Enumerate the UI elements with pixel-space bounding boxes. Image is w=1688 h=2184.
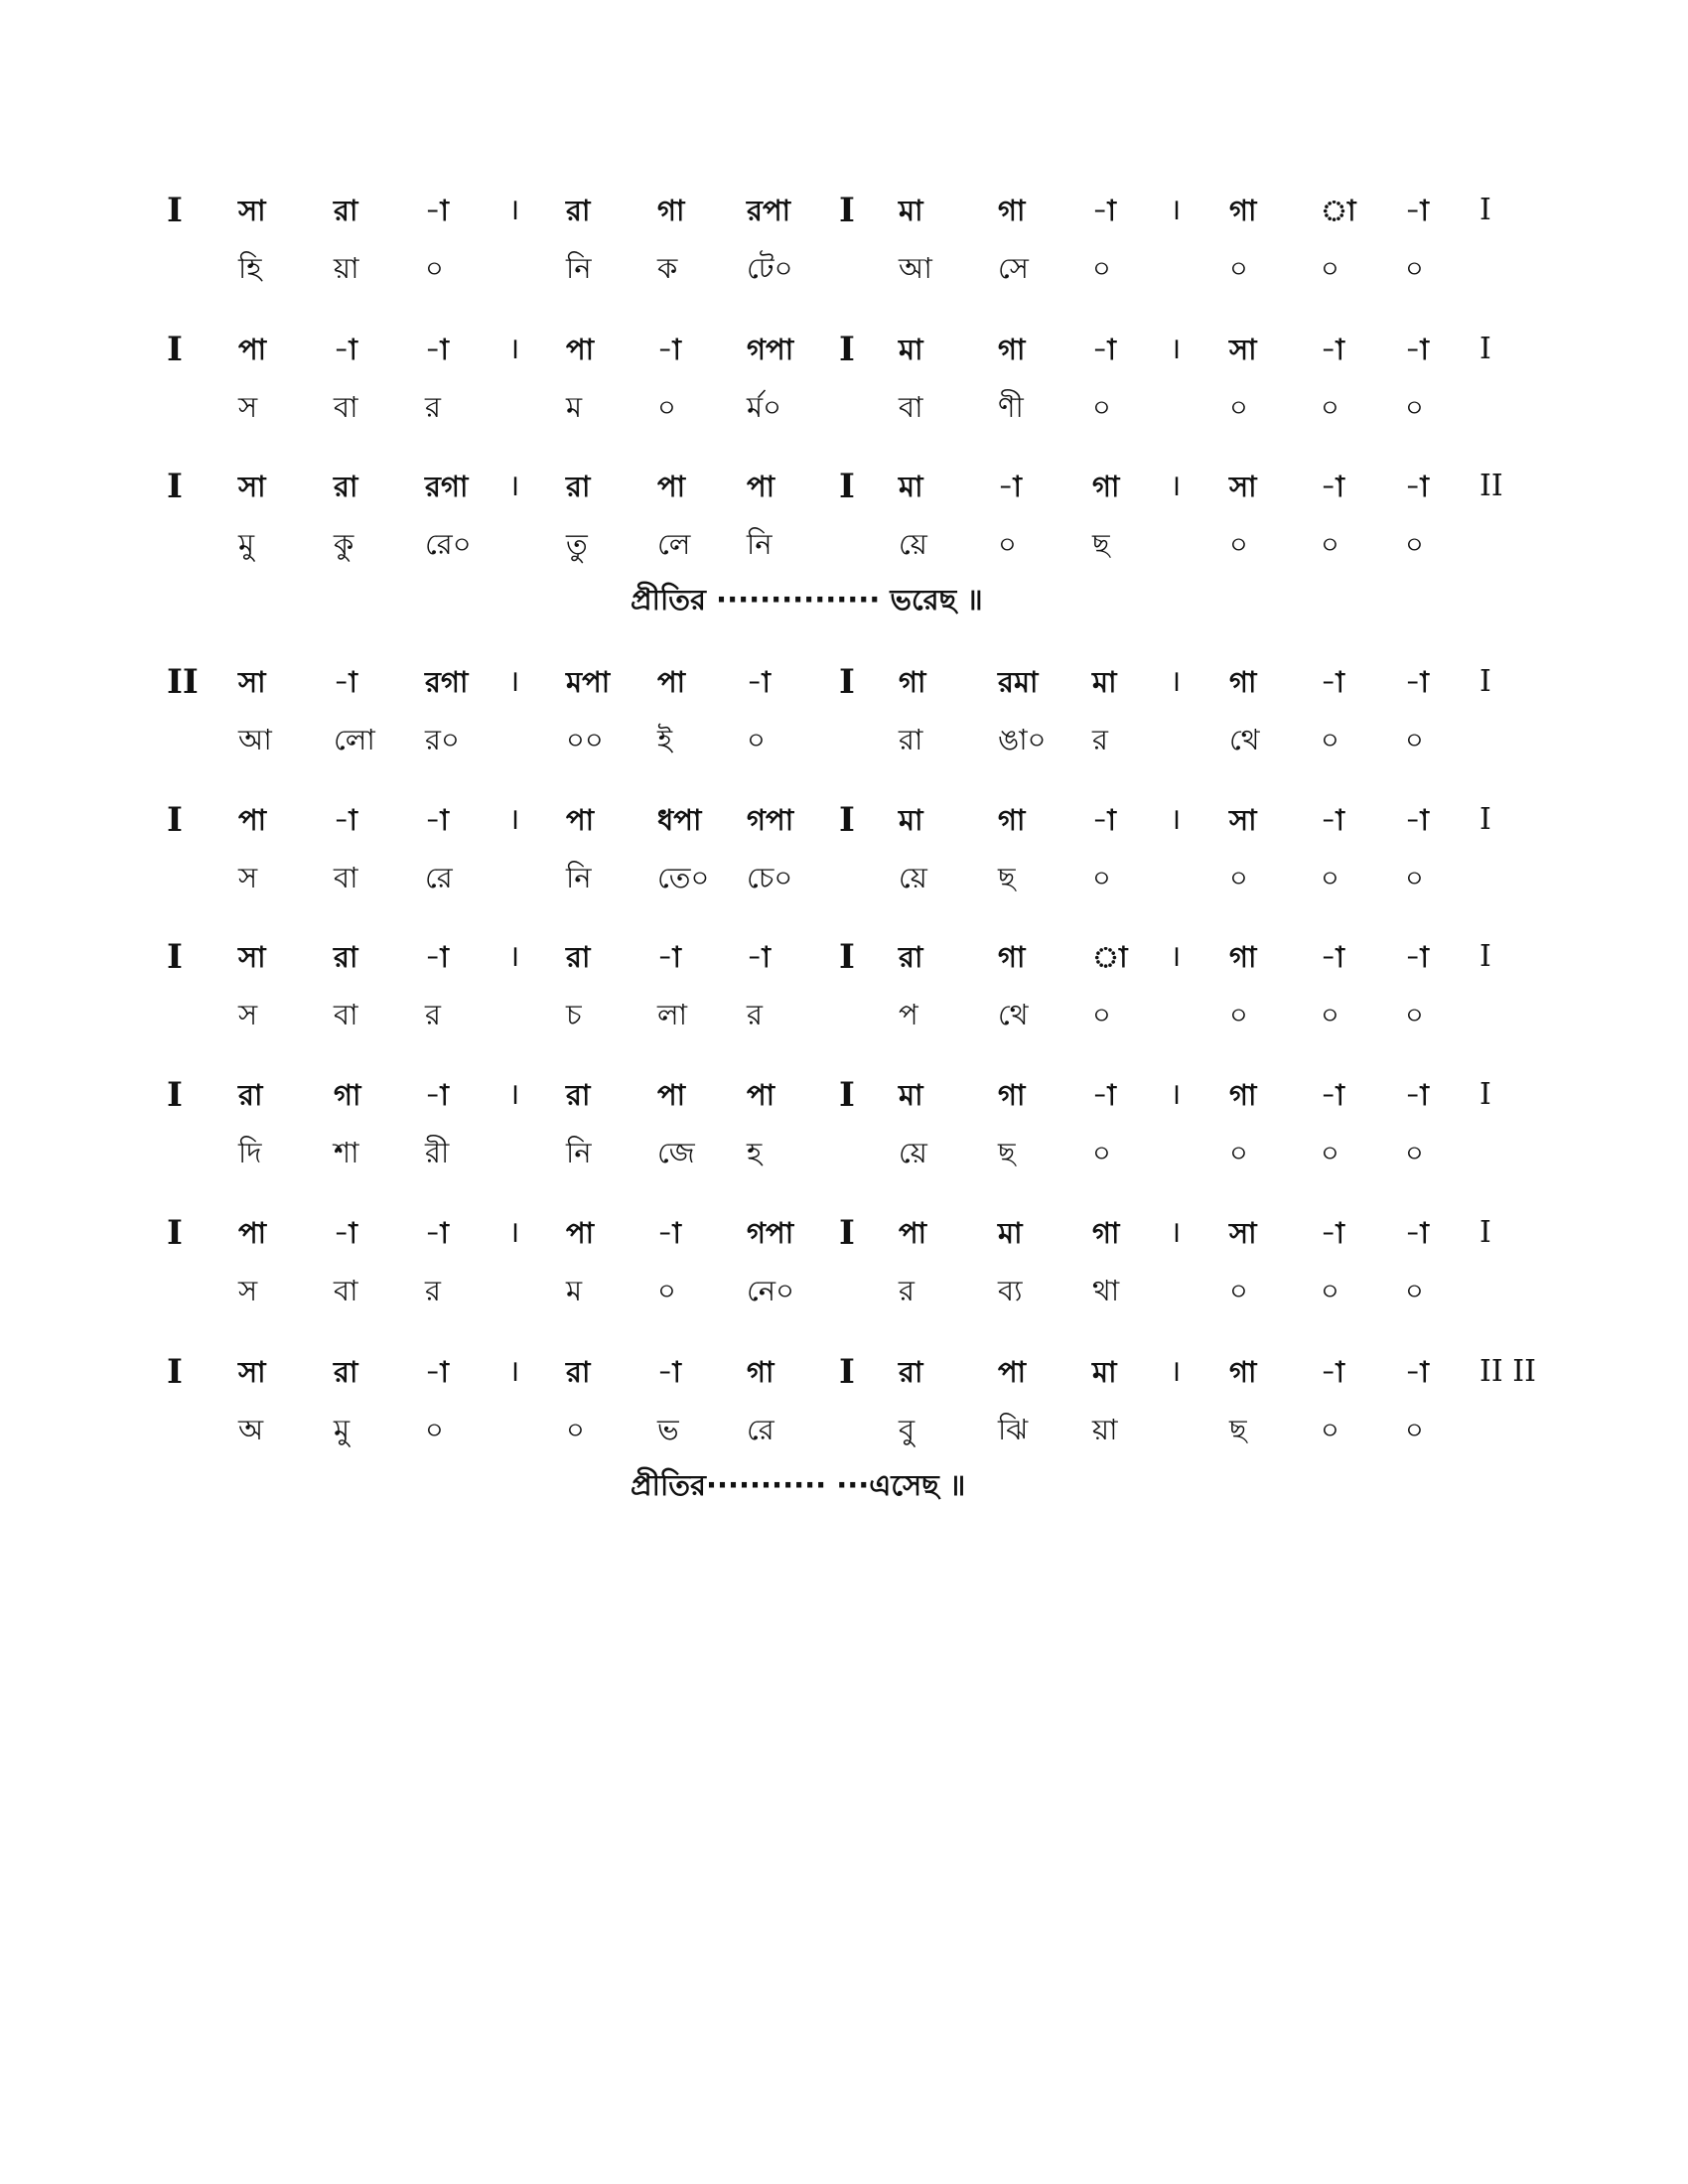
lyric-syllable: ০ xyxy=(1405,1413,1424,1446)
swara-note: সা xyxy=(1229,803,1257,837)
swara-note: গা xyxy=(1229,1078,1257,1112)
lyric-syllable: ০ xyxy=(1321,390,1339,424)
swara-note: রপা xyxy=(747,194,791,227)
refrain-caption: প্রীতির··········· ···এসেছ ॥ xyxy=(631,1468,966,1502)
lyric-syllable: ০ xyxy=(1229,1136,1248,1169)
lyric-syllable: ০ xyxy=(747,723,766,756)
lyric-syllable: রে xyxy=(425,861,453,894)
lyric-syllable: লো xyxy=(334,723,375,756)
beat-divider: I xyxy=(839,330,855,369)
lyric-syllable: ০০ xyxy=(566,723,604,756)
lyric-syllable: শা xyxy=(334,1136,359,1169)
swara-note: -া xyxy=(1405,1216,1429,1250)
swara-note: -া xyxy=(425,1078,449,1112)
swara-note: া xyxy=(1321,194,1356,227)
swara-note: -া xyxy=(1092,1078,1116,1112)
swara-note: গা xyxy=(998,1078,1026,1112)
lyric-syllable: ০ xyxy=(1321,1413,1339,1446)
swara-note: -া xyxy=(1405,1355,1429,1389)
lyric-syllable: বা xyxy=(334,1274,358,1307)
swara-note: -া xyxy=(1321,333,1344,366)
lyric-syllable: থে xyxy=(998,998,1029,1031)
lyric-syllable: ছ xyxy=(1229,1413,1247,1446)
lyric-syllable: নি xyxy=(566,251,592,285)
swara-note: পা xyxy=(566,803,595,837)
lyric-syllable: স xyxy=(238,998,258,1031)
closing-barline: I xyxy=(1479,664,1491,699)
beat-divider: । xyxy=(1170,1215,1182,1250)
swara-note: -া xyxy=(1405,940,1429,974)
swara-note: পা xyxy=(899,1216,927,1250)
lyric-syllable: ০ xyxy=(1321,998,1339,1031)
closing-barline: I xyxy=(1479,1215,1491,1250)
opening-barline: I xyxy=(167,1352,183,1392)
swara-note: -া xyxy=(1405,1078,1429,1112)
swara-note: গা xyxy=(1229,1355,1257,1389)
lyric-syllable: ০ xyxy=(657,1274,676,1307)
swara-note: গা xyxy=(1229,940,1257,974)
lyric-syllable: নি xyxy=(747,527,773,561)
swara-note: -া xyxy=(1321,470,1344,503)
swara-note: পা xyxy=(238,803,267,837)
swara-note: -া xyxy=(1405,665,1429,699)
swara-note: সা xyxy=(1229,470,1257,503)
lyric-syllable: রে০ xyxy=(425,527,472,561)
lyric-syllable: ০ xyxy=(1405,251,1424,285)
beat-divider: । xyxy=(1170,469,1182,503)
lyric-syllable: প xyxy=(899,998,918,1031)
swara-note: -া xyxy=(657,333,681,366)
lyric-syllable: টে০ xyxy=(747,251,793,285)
lyric-syllable: থা xyxy=(1092,1274,1120,1307)
lyric-syllable: য়ে xyxy=(899,861,927,894)
beat-divider: । xyxy=(508,469,520,503)
beat-divider: I xyxy=(839,1075,855,1115)
lyric-syllable: ০ xyxy=(1229,527,1248,561)
opening-barline: I xyxy=(167,467,183,506)
swara-note: -া xyxy=(998,470,1022,503)
lyric-syllable: য়ে xyxy=(899,1136,927,1169)
lyric-syllable: ০ xyxy=(425,251,444,285)
swara-note: গপা xyxy=(747,803,794,837)
closing-barline: I xyxy=(1479,332,1491,366)
swara-note: পা xyxy=(238,333,267,366)
lyric-syllable: সে xyxy=(998,251,1029,285)
lyric-syllable: হ xyxy=(747,1136,763,1169)
swara-note: গা xyxy=(1229,665,1257,699)
swara-note: সা xyxy=(238,470,266,503)
swara-note: রা xyxy=(566,1355,591,1389)
swara-note: রা xyxy=(899,1355,923,1389)
lyric-syllable: বু xyxy=(899,1413,915,1446)
swara-note: গা xyxy=(657,194,685,227)
lyric-syllable: ঝি xyxy=(998,1413,1029,1446)
swara-note: রা xyxy=(566,470,591,503)
swara-note: মা xyxy=(899,333,923,366)
opening-barline: I xyxy=(167,1075,183,1115)
lyric-syllable: ০ xyxy=(1321,1136,1339,1169)
lyric-syllable: নি xyxy=(566,1136,592,1169)
lyric-syllable: ০ xyxy=(1092,861,1111,894)
swara-note: -া xyxy=(1321,803,1344,837)
lyric-syllable: রী xyxy=(425,1136,450,1169)
swara-note: -া xyxy=(1405,194,1429,227)
lyric-syllable: ০ xyxy=(1092,1136,1111,1169)
swara-note: -া xyxy=(334,665,357,699)
beat-divider: I xyxy=(839,467,855,506)
lyric-syllable: র xyxy=(747,998,763,1031)
swara-note: মা xyxy=(1092,665,1117,699)
lyric-syllable: লে xyxy=(657,527,691,561)
beat-divider: । xyxy=(1170,332,1182,366)
swara-note: রা xyxy=(238,1078,263,1112)
lyric-syllable: ০ xyxy=(1405,527,1424,561)
lyric-syllable: ঙা০ xyxy=(998,723,1047,756)
lyric-syllable: রে xyxy=(747,1413,774,1446)
swara-note: -া xyxy=(747,940,771,974)
swara-note: -া xyxy=(1321,1216,1344,1250)
closing-barline: I xyxy=(1479,193,1491,227)
beat-divider: । xyxy=(1170,664,1182,699)
swara-note: রা xyxy=(334,1355,358,1389)
lyric-syllable: বা xyxy=(334,998,358,1031)
swara-note: মা xyxy=(899,1078,923,1112)
swara-note: রগা xyxy=(425,470,469,503)
lyric-syllable: আ xyxy=(238,723,272,756)
lyric-syllable: স xyxy=(238,1274,258,1307)
closing-barline: I xyxy=(1479,802,1491,837)
swara-note: গা xyxy=(1092,1216,1120,1250)
lyric-syllable: চ xyxy=(566,998,582,1031)
lyric-syllable: ০ xyxy=(1092,251,1111,285)
swara-note: পা xyxy=(657,1078,686,1112)
swara-note: -া xyxy=(1321,665,1344,699)
lyric-syllable: ০ xyxy=(657,390,676,424)
swara-note: -া xyxy=(334,1216,357,1250)
swara-note: মা xyxy=(998,1216,1023,1250)
swara-note: রা xyxy=(334,194,358,227)
beat-divider: I xyxy=(839,662,855,702)
beat-divider: I xyxy=(839,1213,855,1253)
lyric-syllable: ০ xyxy=(1229,998,1248,1031)
swara-note: -া xyxy=(1092,194,1116,227)
swara-note: -া xyxy=(1321,1355,1344,1389)
lyric-syllable: ছ xyxy=(998,1136,1016,1169)
lyric-syllable: ০ xyxy=(566,1413,585,1446)
swara-note: -া xyxy=(747,665,771,699)
lyric-syllable: ০ xyxy=(1321,251,1339,285)
opening-barline: II xyxy=(167,662,199,702)
lyric-syllable: ০ xyxy=(1229,390,1248,424)
lyric-syllable: ০ xyxy=(1229,861,1248,894)
beat-divider: । xyxy=(508,802,520,837)
opening-barline: I xyxy=(167,800,183,840)
lyric-syllable: ০ xyxy=(425,1413,444,1446)
lyric-syllable: র xyxy=(899,1274,914,1307)
lyric-syllable: র্ম০ xyxy=(747,390,781,424)
lyric-syllable: ০ xyxy=(998,527,1017,561)
lyric-syllable: নি xyxy=(566,861,592,894)
swara-note: সা xyxy=(238,194,266,227)
swara-note: গা xyxy=(998,940,1026,974)
swara-note: পা xyxy=(747,1078,775,1112)
swara-note: -া xyxy=(1405,803,1429,837)
lyric-syllable: বা xyxy=(899,390,923,424)
beat-divider: । xyxy=(508,193,520,227)
swara-note: -া xyxy=(1321,940,1344,974)
closing-barline: II II xyxy=(1479,1354,1536,1389)
swara-note: রা xyxy=(334,940,358,974)
swara-note: -া xyxy=(1405,470,1429,503)
lyric-syllable: ছ xyxy=(998,861,1016,894)
swara-note: গা xyxy=(1229,194,1257,227)
swara-note: -া xyxy=(425,803,449,837)
swara-note: মপা xyxy=(566,665,611,699)
lyric-syllable: হি xyxy=(238,251,262,285)
swara-note: -া xyxy=(1405,333,1429,366)
swara-note: রা xyxy=(334,470,358,503)
swara-note: মা xyxy=(899,194,923,227)
swara-note: গপা xyxy=(747,333,794,366)
swara-note: -া xyxy=(1092,803,1116,837)
swara-note: গা xyxy=(998,803,1026,837)
swara-note: পা xyxy=(657,470,686,503)
swara-note: পা xyxy=(566,1216,595,1250)
lyric-syllable: র০ xyxy=(425,723,460,756)
lyric-syllable: ০ xyxy=(1321,861,1339,894)
swara-note: গপা xyxy=(747,1216,794,1250)
beat-divider: । xyxy=(1170,1354,1182,1389)
swara-note: -া xyxy=(657,1216,681,1250)
lyric-syllable: ০ xyxy=(1405,723,1424,756)
lyric-syllable: দি xyxy=(238,1136,262,1169)
lyric-syllable: তু xyxy=(566,527,588,561)
beat-divider: I xyxy=(839,800,855,840)
lyric-syllable: অ xyxy=(238,1413,264,1446)
beat-divider: । xyxy=(1170,939,1182,974)
opening-barline: I xyxy=(167,1213,183,1253)
swara-note: রা xyxy=(899,940,923,974)
swara-note: রগা xyxy=(425,665,469,699)
swara-note: রমা xyxy=(998,665,1039,699)
beat-divider: । xyxy=(1170,802,1182,837)
beat-divider: I xyxy=(839,1352,855,1392)
lyric-syllable: র xyxy=(425,998,441,1031)
swara-note: রা xyxy=(566,194,591,227)
lyric-syllable: লা xyxy=(657,998,688,1031)
swara-note: সা xyxy=(238,1355,266,1389)
beat-divider: । xyxy=(508,332,520,366)
swara-note: গা xyxy=(1092,470,1120,503)
lyric-syllable: কু xyxy=(334,527,354,561)
lyric-syllable: ক xyxy=(657,251,678,285)
lyric-syllable: আ xyxy=(899,251,932,285)
lyric-syllable: ০ xyxy=(1321,527,1339,561)
beat-divider: । xyxy=(508,1077,520,1112)
lyric-syllable: তে০ xyxy=(657,861,710,894)
lyric-syllable: ০ xyxy=(1405,998,1424,1031)
swara-note: -া xyxy=(334,803,357,837)
swara-note: রা xyxy=(566,940,591,974)
swara-note: ধপা xyxy=(657,803,702,837)
lyric-syllable: ণী xyxy=(998,390,1024,424)
beat-divider: । xyxy=(508,1354,520,1389)
swara-note: -া xyxy=(425,333,449,366)
lyric-syllable: মু xyxy=(334,1413,351,1446)
swara-note: -া xyxy=(425,1355,449,1389)
lyric-syllable: স xyxy=(238,861,258,894)
lyric-syllable: ই xyxy=(657,723,673,756)
lyric-syllable: ছ xyxy=(1092,527,1110,561)
beat-divider: । xyxy=(508,1215,520,1250)
swara-note: -া xyxy=(334,333,357,366)
beat-divider: । xyxy=(508,939,520,974)
beat-divider: I xyxy=(839,937,855,977)
swara-note: মা xyxy=(899,470,923,503)
lyric-syllable: রা xyxy=(899,723,923,756)
lyric-syllable: ০ xyxy=(1092,390,1111,424)
swara-note: -া xyxy=(1321,1078,1344,1112)
lyric-syllable: ০ xyxy=(1321,1274,1339,1307)
swara-note: গা xyxy=(334,1078,361,1112)
lyric-syllable: ০ xyxy=(1229,251,1248,285)
beat-divider: I xyxy=(839,191,855,230)
lyric-syllable: ০ xyxy=(1405,390,1424,424)
lyric-syllable: ম xyxy=(566,1274,583,1307)
beat-divider: । xyxy=(1170,193,1182,227)
lyric-syllable: মু xyxy=(238,527,255,561)
swara-note: সা xyxy=(238,665,266,699)
swara-note: সা xyxy=(1229,333,1257,366)
closing-barline: I xyxy=(1479,939,1491,974)
swara-note: গা xyxy=(747,1355,774,1389)
lyric-syllable: নে০ xyxy=(747,1274,794,1307)
opening-barline: I xyxy=(167,191,183,230)
swara-note: গা xyxy=(998,333,1026,366)
lyric-syllable: ০ xyxy=(1405,1274,1424,1307)
opening-barline: I xyxy=(167,937,183,977)
swara-note: সা xyxy=(1229,1216,1257,1250)
lyric-syllable: ভ xyxy=(657,1413,679,1446)
beat-divider: । xyxy=(508,664,520,699)
lyric-syllable: ০ xyxy=(1092,998,1111,1031)
swara-note: -া xyxy=(1092,333,1116,366)
lyric-syllable: চে০ xyxy=(747,861,793,894)
lyric-syllable: য়া xyxy=(1092,1413,1118,1446)
swara-note: পা xyxy=(747,470,775,503)
lyric-syllable: ম xyxy=(566,390,583,424)
swara-note: -া xyxy=(425,194,449,227)
opening-barline: I xyxy=(167,330,183,369)
swara-note: গা xyxy=(998,194,1026,227)
swara-note: সা xyxy=(238,940,266,974)
lyric-syllable: ০ xyxy=(1229,1274,1248,1307)
swara-note: -া xyxy=(657,1355,681,1389)
closing-barline: I xyxy=(1479,1077,1491,1112)
lyric-syllable: বা xyxy=(334,861,358,894)
lyric-syllable: থে xyxy=(1229,723,1260,756)
swara-note: পা xyxy=(657,665,686,699)
lyric-syllable: র xyxy=(1092,723,1108,756)
swara-note: পা xyxy=(566,333,595,366)
lyric-syllable: ০ xyxy=(1405,861,1424,894)
swara-note: পা xyxy=(238,1216,267,1250)
lyric-syllable: জে xyxy=(657,1136,695,1169)
swara-note: পা xyxy=(998,1355,1027,1389)
swara-note: -া xyxy=(425,940,449,974)
swara-note: গা xyxy=(899,665,926,699)
lyric-syllable: ০ xyxy=(1405,1136,1424,1169)
swara-note: রা xyxy=(566,1078,591,1112)
beat-divider: । xyxy=(1170,1077,1182,1112)
lyric-syllable: স xyxy=(238,390,258,424)
swara-note: া xyxy=(1092,940,1128,974)
refrain-caption: প্রীতির ··············· ভরেছ ॥ xyxy=(631,583,983,616)
lyric-syllable: র xyxy=(425,390,441,424)
closing-barline: II xyxy=(1479,469,1503,503)
swara-note: মা xyxy=(899,803,923,837)
lyric-syllable: ০ xyxy=(1321,723,1339,756)
swara-note: -া xyxy=(657,940,681,974)
lyric-syllable: ব্য xyxy=(998,1274,1023,1307)
lyric-syllable: য়ে xyxy=(899,527,927,561)
lyric-syllable: র xyxy=(425,1274,441,1307)
lyric-syllable: য়া xyxy=(334,251,359,285)
swara-note: -া xyxy=(425,1216,449,1250)
lyric-syllable: বা xyxy=(334,390,358,424)
swara-note: মা xyxy=(1092,1355,1117,1389)
